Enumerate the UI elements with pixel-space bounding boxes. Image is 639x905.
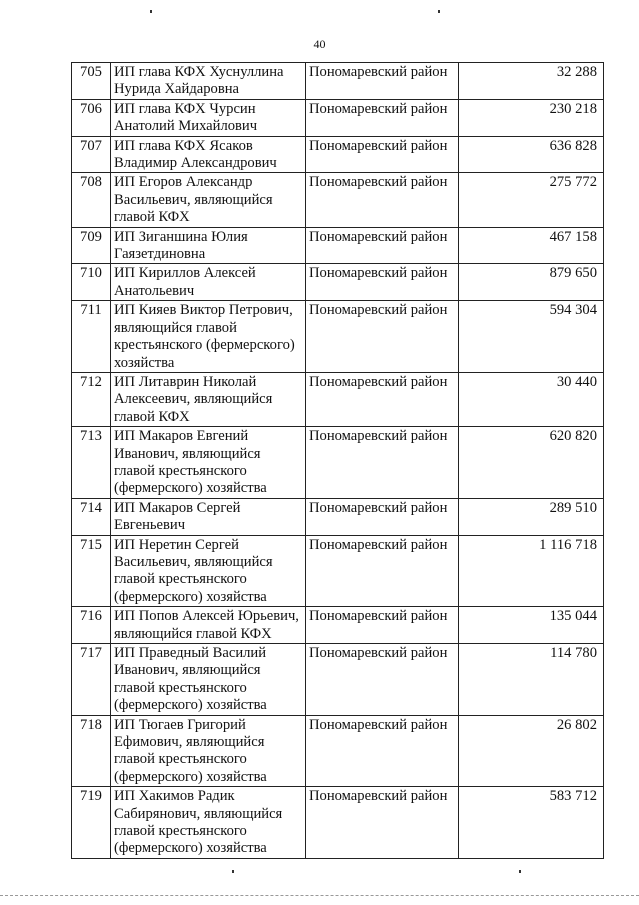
table-row xyxy=(72,264,604,301)
table-row xyxy=(72,607,604,644)
amount: 467 158 xyxy=(459,227,604,264)
row-number: 706 xyxy=(72,99,111,136)
district: Пономаревский район xyxy=(306,644,459,716)
entrepreneur-name: ИП Макаров Сергей Евгеньевич xyxy=(111,498,306,535)
entrepreneur-name: ИП Неретин Сергей Васильевич, являющийся главой крестьянского (фермерского) хозяйства xyxy=(111,535,306,607)
row-number: 719 xyxy=(72,787,111,859)
entrepreneur-name: ИП Попов Алексей Юрьевич, являющийся главой КФХ xyxy=(111,607,306,644)
amount: 636 828 xyxy=(459,136,604,173)
district: Пономаревский район xyxy=(306,264,459,301)
table-row xyxy=(72,498,604,535)
district: Пономаревский район xyxy=(306,173,459,227)
table-row xyxy=(72,301,604,373)
entrepreneur-name: ИП Кияев Виктор Петрович, являющийся главой крестьянского (фермерского) хозяйства xyxy=(111,301,306,373)
scan-dot xyxy=(438,10,440,13)
row-number: 718 xyxy=(72,715,111,787)
district: Пономаревский район xyxy=(306,63,459,100)
entrepreneur-name: ИП Зиганшина Юлия Гаязетдиновна xyxy=(111,227,306,264)
amount: 275 772 xyxy=(459,173,604,227)
table-row xyxy=(72,535,604,607)
table-row xyxy=(72,644,604,716)
table-row xyxy=(72,372,604,426)
entrepreneur-name: ИП глава КФХ Чурсин Анатолий Михайлович xyxy=(111,99,306,136)
row-number: 709 xyxy=(72,227,111,264)
row-number: 710 xyxy=(72,264,111,301)
district: Пономаревский район xyxy=(306,99,459,136)
amount: 26 802 xyxy=(459,715,604,787)
amount: 230 218 xyxy=(459,99,604,136)
amount: 879 650 xyxy=(459,264,604,301)
row-number: 715 xyxy=(72,535,111,607)
amount: 30 440 xyxy=(459,372,604,426)
entrepreneur-name: ИП Кириллов Алексей Анатольевич xyxy=(111,264,306,301)
district: Пономаревский район xyxy=(306,787,459,859)
table-row xyxy=(72,427,604,499)
row-number: 711 xyxy=(72,301,111,373)
table-row xyxy=(72,787,604,859)
amount: 594 304 xyxy=(459,301,604,373)
scan-dot xyxy=(519,870,521,873)
entrepreneur-name: ИП Макаров Евгений Иванович, являющийся главой крестьянского (фермерского) хозяйства xyxy=(111,427,306,499)
entrepreneur-name: ИП глава КФХ Хуснуллина Нурида Хайдаровна xyxy=(111,63,306,100)
district: Пономаревский район xyxy=(306,227,459,264)
scan-dot xyxy=(232,870,234,873)
amount: 583 712 xyxy=(459,787,604,859)
amount: 620 820 xyxy=(459,427,604,499)
row-number: 712 xyxy=(72,372,111,426)
row-number: 705 xyxy=(72,63,111,100)
row-number: 707 xyxy=(72,136,111,173)
entrepreneur-name: ИП глава КФХ Ясаков Владимир Александрович xyxy=(111,136,306,173)
table-row xyxy=(72,715,604,787)
amount: 114 780 xyxy=(459,644,604,716)
table-row xyxy=(72,99,604,136)
row-number: 708 xyxy=(72,173,111,227)
scan-dot xyxy=(150,10,152,13)
district: Пономаревский район xyxy=(306,427,459,499)
district: Пономаревский район xyxy=(306,607,459,644)
district: Пономаревский район xyxy=(306,535,459,607)
amount: 32 288 xyxy=(459,63,604,100)
scan-edge-line xyxy=(0,895,639,896)
table-row xyxy=(72,227,604,264)
row-number: 713 xyxy=(72,427,111,499)
entrepreneur-name: ИП Праведный Василий Иванович, являющийся главой крестьянского (фермерского) хозяйства xyxy=(111,644,306,716)
row-number: 714 xyxy=(72,498,111,535)
district: Пономаревский район xyxy=(306,715,459,787)
district: Пономаревский район xyxy=(306,301,459,373)
district: Пономаревский район xyxy=(306,372,459,426)
amount: 1 116 718 xyxy=(459,535,604,607)
amount: 135 044 xyxy=(459,607,604,644)
row-number: 716 xyxy=(72,607,111,644)
table-row xyxy=(72,63,604,100)
page-number: 40 xyxy=(313,37,326,51)
table-row xyxy=(72,136,604,173)
district: Пономаревский район xyxy=(306,498,459,535)
registry-table xyxy=(71,62,604,859)
entrepreneur-name: ИП Тюгаев Григорий Ефимович, являющийся главой крестьянского (фермерского) хозяйства xyxy=(111,715,306,787)
entrepreneur-name: ИП Литаврин Николай Алексеевич, являющийся главой КФХ xyxy=(111,372,306,426)
table-row xyxy=(72,173,604,227)
entrepreneur-name: ИП Хакимов Радик Сабирянович, являющийся главой крестьянского (фермерского) хозяйства xyxy=(111,787,306,859)
entrepreneur-name: ИП Егоров Александр Васильевич, являющийся главой КФХ xyxy=(111,173,306,227)
amount: 289 510 xyxy=(459,498,604,535)
row-number: 717 xyxy=(72,644,111,716)
district: Пономаревский район xyxy=(306,136,459,173)
